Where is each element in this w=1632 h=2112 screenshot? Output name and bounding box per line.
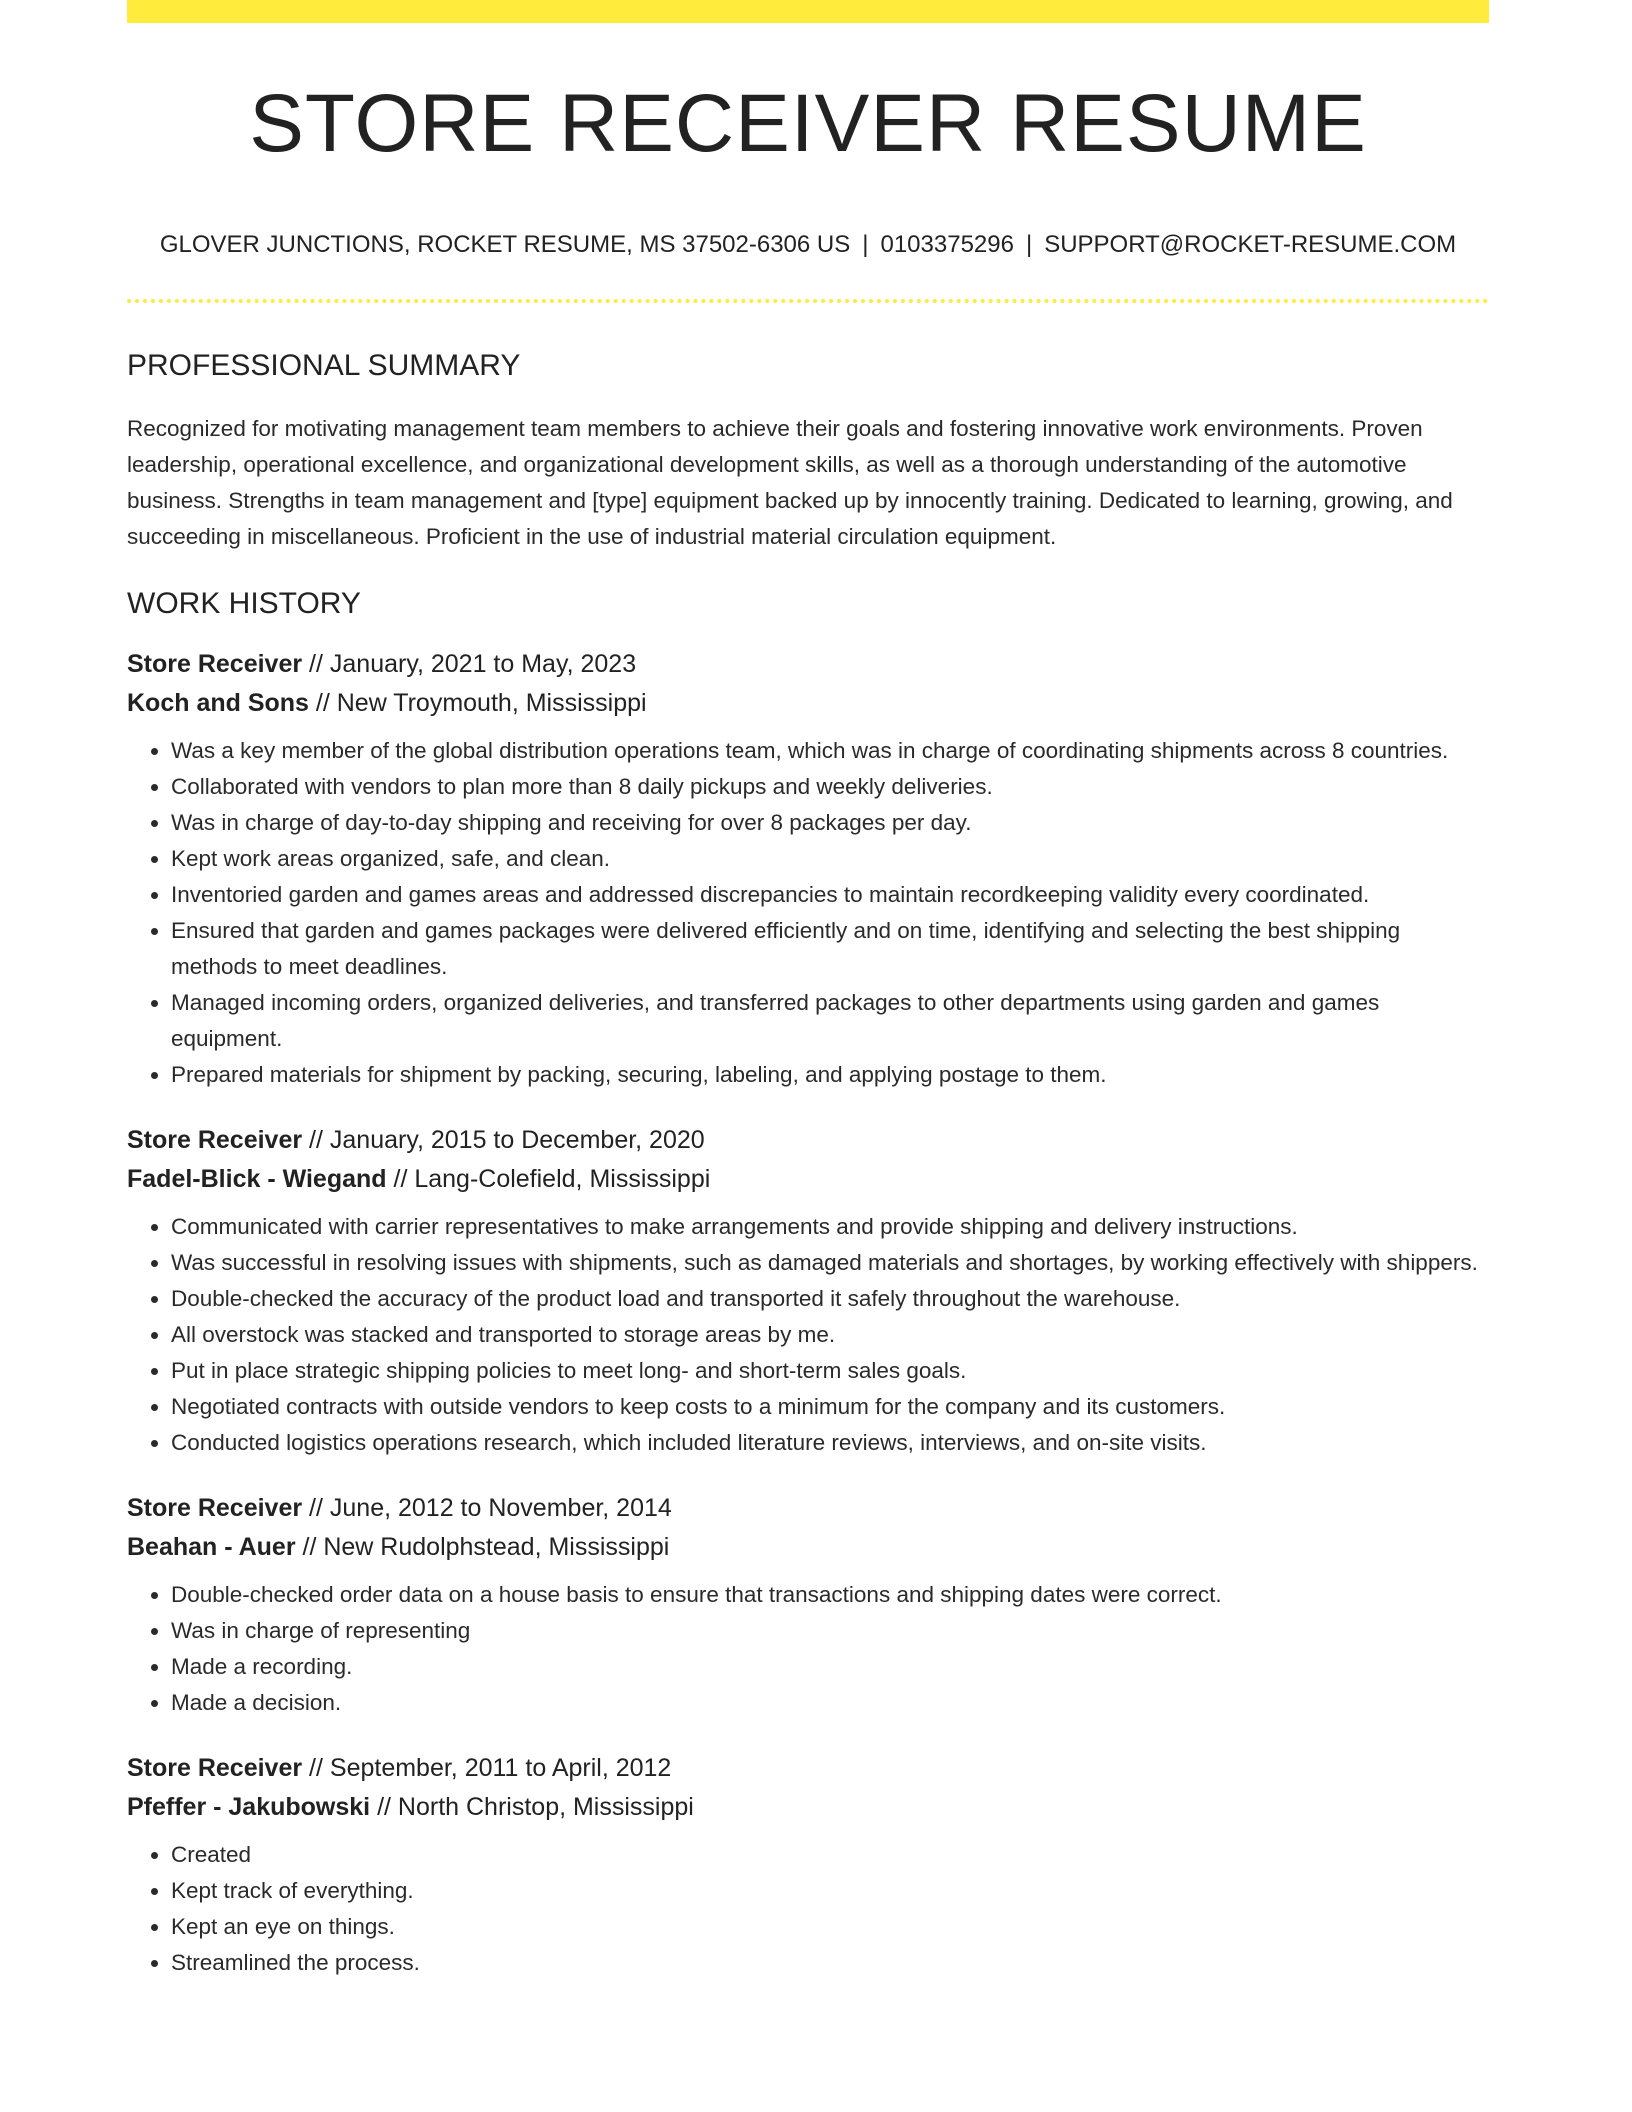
job-bullets xyxy=(127,1577,1489,1721)
job-bullet: • Negotiated contracts with outside vendors to keep costs to a minimum for the company and its customers. xyxy=(171,1389,1489,1425)
job-bullets xyxy=(127,1837,1489,1981)
job-bullet: • Made a recording. xyxy=(171,1649,1489,1685)
job-bullet: • Put in place strategic shipping policies to meet long- and short-term sales goals. xyxy=(171,1353,1489,1389)
job-company: Koch and Sons xyxy=(127,689,309,717)
job-title: Store Receiver xyxy=(127,650,303,678)
work-history-list xyxy=(127,645,1489,1981)
job-title: Store Receiver xyxy=(127,1126,303,1154)
job-bullet: • All overstock was stacked and transported to storage areas by me. xyxy=(171,1317,1489,1353)
job-bullet: • Created xyxy=(171,1837,1489,1873)
job-bullet: • Kept work areas organized, safe, and clean. xyxy=(171,841,1489,877)
contact-email: SUPPORT@ROCKET-RESUME.COM xyxy=(1044,231,1457,258)
job-location: // New Rudolphstead, Mississippi xyxy=(295,1533,670,1561)
job-company-line xyxy=(127,1160,1489,1199)
summary-heading: PROFESSIONAL SUMMARY xyxy=(127,349,521,382)
dotted-divider xyxy=(127,299,1489,303)
job-bullets xyxy=(127,1209,1489,1461)
job-bullet: • Double-checked order data on a house basis to ensure that transactions and shipping dates were correct. xyxy=(171,1577,1489,1613)
job-bullet: • Prepared materials for shipment by packing, securing, labeling, and applying postage to them. xyxy=(171,1057,1489,1093)
document-title: STORE RECEIVER RESUME xyxy=(249,78,1367,169)
job-bullet: • Was successful in resolving issues with shipments, such as damaged materials and shortages, by working effectively with shippers. xyxy=(171,1245,1489,1281)
job-bullet: • Was in charge of day-to-day shipping and receiving for over 8 packages per day. xyxy=(171,805,1489,841)
job-dates: // January, 2015 to December, 2020 xyxy=(302,1126,705,1154)
job-title: Store Receiver xyxy=(127,1754,303,1782)
contact-line xyxy=(127,233,1489,257)
job-bullet: • Managed incoming orders, organized deliveries, and transferred packages to other departments using garden and games equipment. xyxy=(171,985,1489,1057)
job-company-line xyxy=(127,684,1489,723)
job-dates: // September, 2011 to April, 2012 xyxy=(302,1754,672,1782)
job-title: Store Receiver xyxy=(127,1494,303,1522)
job-bullet: • Was a key member of the global distribution operations team, which was in charge of coordinating shipments across 8 countries. xyxy=(171,733,1489,769)
job-entry xyxy=(127,1489,1489,1721)
job-bullet: • Ensured that garden and games packages were delivered efficiently and on time, identifying and selecting the best shipping methods to meet deadlines. xyxy=(171,913,1489,985)
contact-phone: 0103375296 xyxy=(880,231,1014,258)
job-location: // North Christop, Mississippi xyxy=(370,1793,694,1821)
job-company: Pfeffer - Jakubowski xyxy=(127,1793,371,1821)
job-bullet: • Was in charge of representing xyxy=(171,1613,1489,1649)
job-company-line xyxy=(127,1528,1489,1567)
job-entry xyxy=(127,1749,1489,1981)
resume-page xyxy=(127,0,1489,1981)
job-bullet: • Made a decision. xyxy=(171,1685,1489,1721)
job-company: Beahan - Auer xyxy=(127,1533,296,1561)
job-title-line xyxy=(127,1489,1489,1528)
job-bullet: • Conducted logistics operations research, which included literature reviews, interviews, and on-site visits. xyxy=(171,1425,1489,1461)
job-bullet: • Collaborated with vendors to plan more than 8 daily pickups and weekly deliveries. xyxy=(171,769,1489,805)
job-bullet: • Kept track of everything. xyxy=(171,1873,1489,1909)
job-bullet: • Inventoried garden and games areas and addressed discrepancies to maintain recordkeeping validity every coordinated. xyxy=(171,877,1489,913)
job-entry xyxy=(127,1121,1489,1461)
work-history-heading: WORK HISTORY xyxy=(127,587,361,620)
job-bullets xyxy=(127,733,1489,1093)
contact-separator: | xyxy=(1025,231,1033,258)
accent-top-bar xyxy=(127,0,1489,23)
job-company-line xyxy=(127,1788,1489,1827)
job-location: // Lang-Colefield, Mississippi xyxy=(386,1165,711,1193)
contact-separator: | xyxy=(862,231,869,258)
job-title-line xyxy=(127,1749,1489,1788)
job-location: // New Troymouth, Mississippi xyxy=(308,689,647,717)
job-bullet: • Communicated with carrier representatives to make arrangements and provide shipping and delivery instructions. xyxy=(171,1209,1489,1245)
job-title-line xyxy=(127,1121,1489,1160)
job-dates: // January, 2021 to May, 2023 xyxy=(302,650,637,678)
contact-address: GLOVER JUNCTIONS, ROCKET RESUME, MS 37502-6306 US xyxy=(159,231,851,258)
job-dates: // June, 2012 to November, 2014 xyxy=(302,1494,672,1522)
job-title-line xyxy=(127,645,1489,684)
job-company: Fadel-Blick - Wiegand xyxy=(127,1165,387,1193)
job-bullet: • Double-checked the accuracy of the product load and transported it safely throughout the warehouse. xyxy=(171,1281,1489,1317)
job-entry xyxy=(127,645,1489,1093)
job-bullet: • Kept an eye on things. xyxy=(171,1909,1489,1945)
summary-text: Recognized for motivating management team members to achieve their goals and fostering innovative work environments. Proven leadership, operational excellence, and organizational development skills, as well as a thorough understanding of the automotive business. Strengths in team management and [type] equipment backed up by innocently training. Dedicated to learning, growing, and succeeding in miscellaneous. Proficient in the use of industrial material circulation equipment. xyxy=(127,416,1453,549)
job-bullet: • Streamlined the process. xyxy=(171,1945,1489,1981)
